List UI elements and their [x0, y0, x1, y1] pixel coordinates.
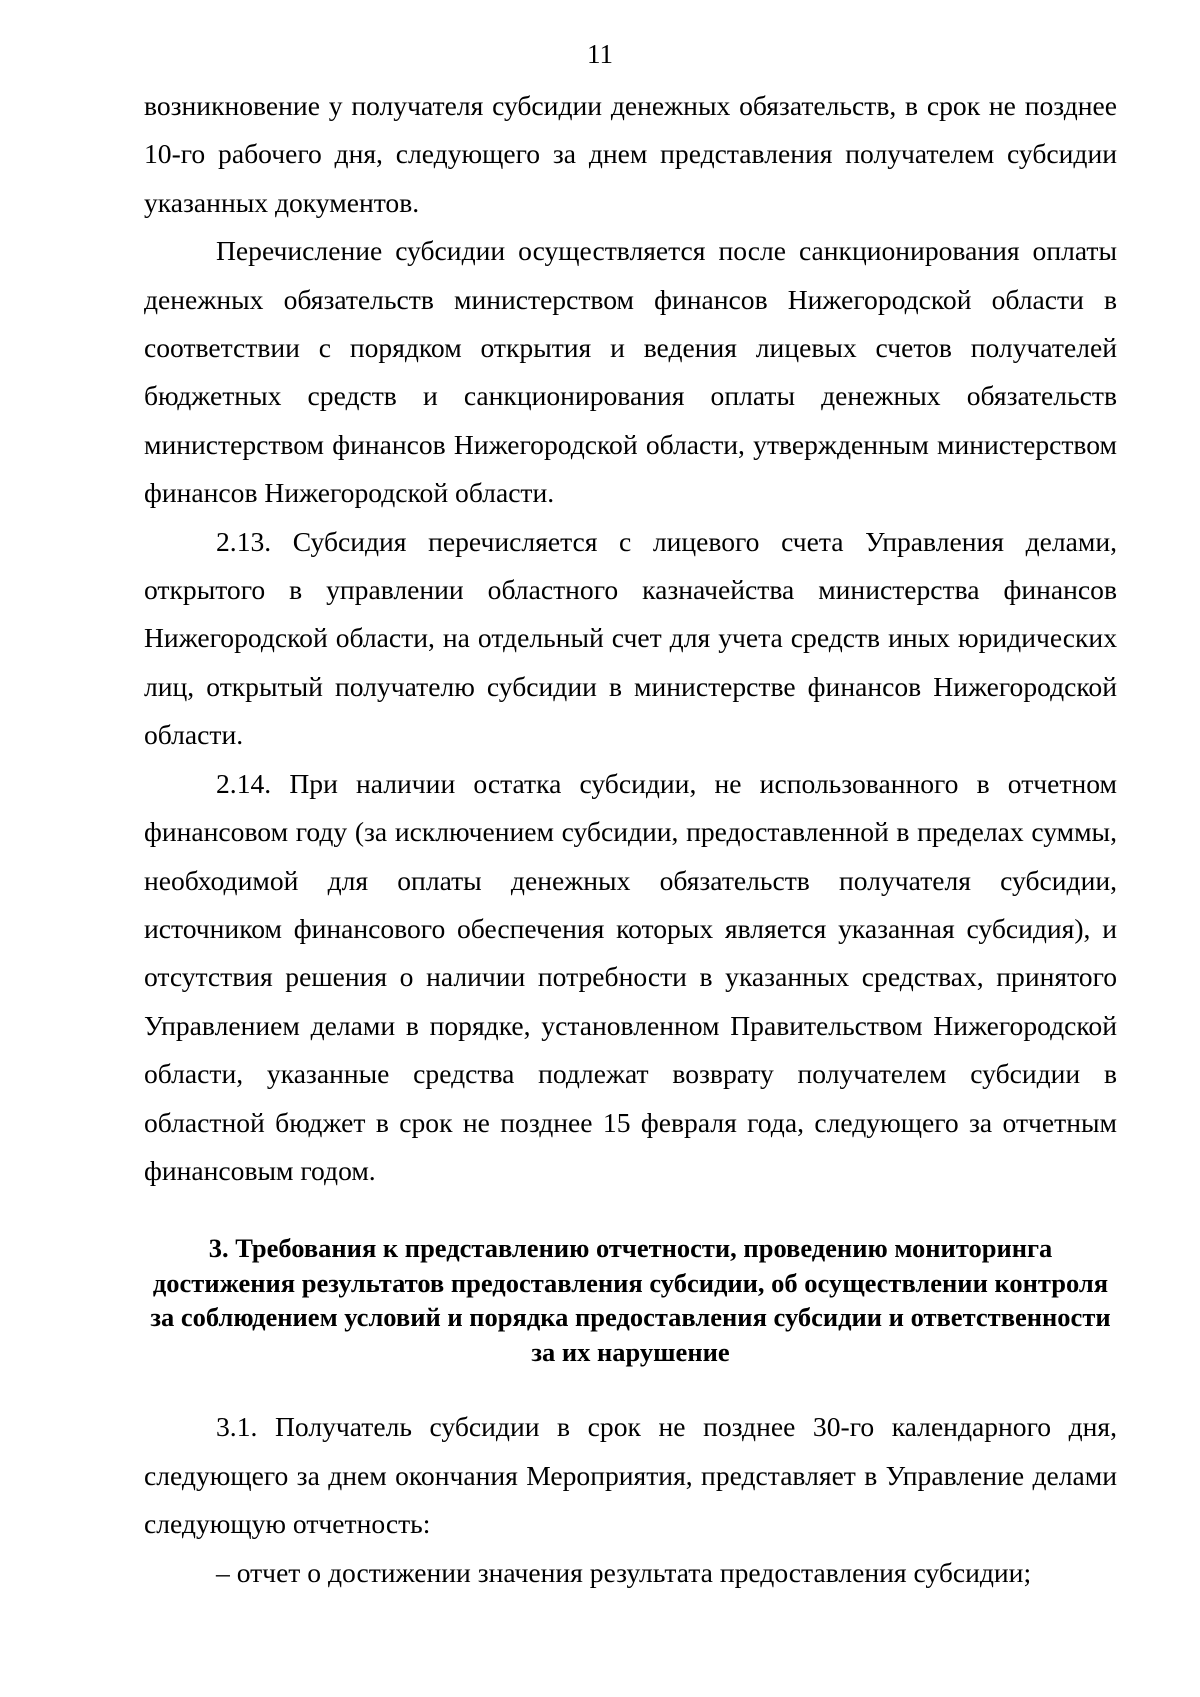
paragraph-2-13: 2.13. Субсидия перечисляется с лицевого счета Управления делами, открытого в управлении областного казначейства министерства финансов Нижегородской области, на отдельный счет для учета средств иных юридических лиц, открытый получателю субсидии в министерстве финансов Нижегородской области. [144, 525, 1117, 751]
paragraph-3-1: 3.1. Получатель субсидии в срок не позднее 30-го календарного дня, следующего за днем окончания Мероприятия, представляет в Управление делами следующую отчетность: [144, 1411, 1117, 1540]
paragraph-2-14: 2.14. При наличии остатка субсидии, не использованного в отчетном финансовом году (за исключением субсидии, предоставленной в пределах суммы, необходимой для оплаты денежных обязательств получателя субсидии, источником финансового обеспечения которых является указанная субсидия), и отсутствия решения о наличии потребности в указанных средствах, принятого Управлением делами в порядке, установленном Правительством Нижегородской области, указанные средства подлежат возврату получателем субсидии в областной бюджет в срок не позднее 15 февраля года, следующего за отчетным финансовым годом. [144, 767, 1117, 1186]
document-body [144, 82, 1117, 1597]
list-item-report: – отчет о достижении значения результата предоставления субсидии; [216, 1556, 1032, 1588]
section-spacer [144, 1195, 1117, 1231]
section-heading: 3. Требования к представлению отчетности, проведению мониторинга достижения результатов предоставления субсидии, об осуществлении контроля за соблюдением условий и порядка предоставления субсидии и ответственности за их нарушение [150, 1233, 1111, 1367]
page-number: 11 [587, 39, 613, 69]
paragraph-continuation: возникновение у получателя субсидии денежных обязательств, в срок не позднее 10-го рабочего дня, следующего за днем представления получателем субсидии указанных документов. [144, 90, 1117, 218]
paragraph-transfer-after-authorization: Перечисление субсидии осуществляется после санкционирования оплаты денежных обязательств министерством финансов Нижегородской области в соответствии с порядком открытия и ведения лицевых счетов получателей бюджетных средств и санкционирования оплаты денежных обязательств министерством финансов Нижегородской области, утвержденным министерством финансов Нижегородской области. [144, 235, 1117, 509]
